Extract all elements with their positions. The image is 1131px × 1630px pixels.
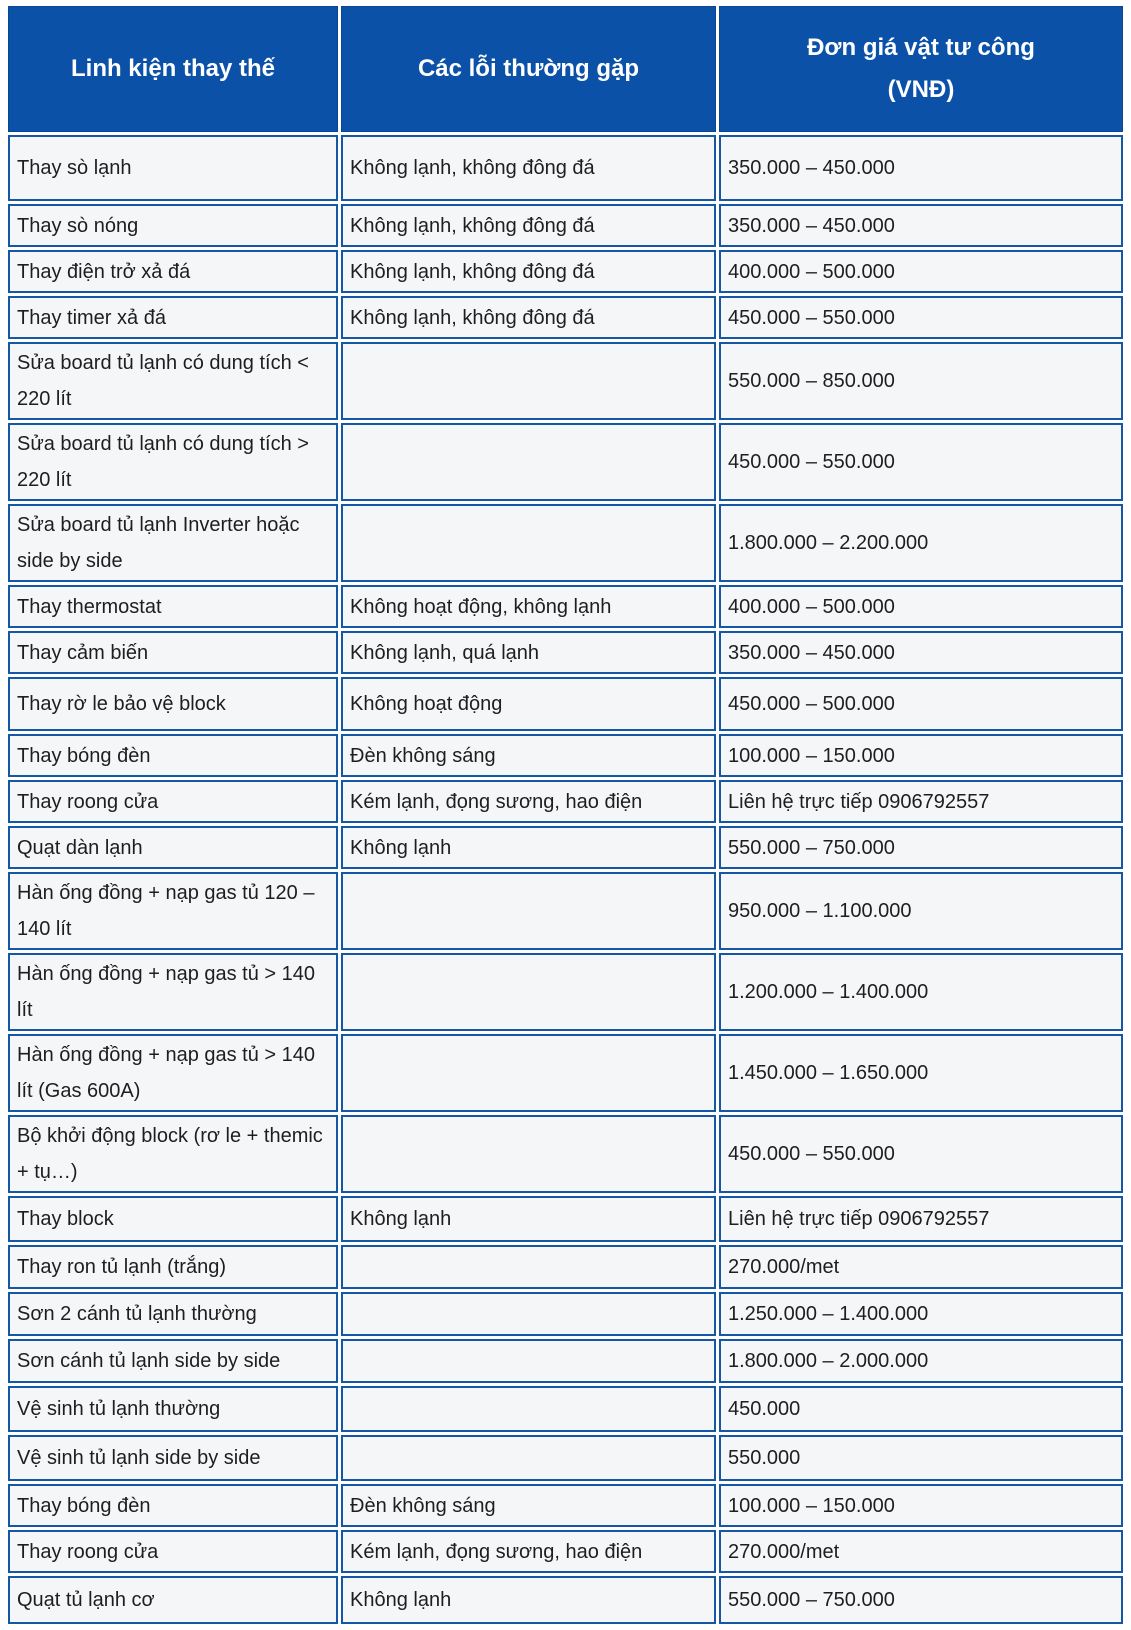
table-row bbox=[8, 953, 1123, 1031]
part-cell: Sơn 2 cánh tủ lạnh thường bbox=[8, 1292, 338, 1336]
issue-cell: Kém lạnh, đọng sương, hao điện bbox=[341, 1530, 716, 1573]
issue-cell: Không hoạt động, không lạnh bbox=[341, 585, 716, 628]
price-cell: 1.200.000 – 1.400.000 bbox=[719, 953, 1123, 1031]
part-cell: Sửa board tủ lạnh có dung tích < 220 lít bbox=[8, 342, 338, 420]
part-cell: Vệ sinh tủ lạnh thường bbox=[8, 1386, 338, 1432]
price-cell: 550.000 – 750.000 bbox=[719, 1576, 1123, 1624]
part-cell: Thay điện trở xả đá bbox=[8, 250, 338, 293]
price-cell: Liên hệ trực tiếp 0906792557 bbox=[719, 1196, 1123, 1242]
table-row bbox=[8, 1576, 1123, 1624]
price-cell: 350.000 – 450.000 bbox=[719, 135, 1123, 201]
price-cell: 550.000 – 850.000 bbox=[719, 342, 1123, 420]
price-cell: 350.000 – 450.000 bbox=[719, 204, 1123, 247]
part-cell: Thay bóng đèn bbox=[8, 734, 338, 777]
table-row bbox=[8, 250, 1123, 293]
issue-cell: Đèn không sáng bbox=[341, 1484, 716, 1527]
price-cell: 100.000 – 150.000 bbox=[719, 734, 1123, 777]
table-row bbox=[8, 1245, 1123, 1289]
part-cell: Quạt dàn lạnh bbox=[8, 826, 338, 869]
table-row bbox=[8, 204, 1123, 247]
table-row bbox=[8, 1292, 1123, 1336]
issue-cell bbox=[341, 1386, 716, 1432]
price-cell: 1.250.000 – 1.400.000 bbox=[719, 1292, 1123, 1336]
issue-cell: Không lạnh, không đông đá bbox=[341, 135, 716, 201]
table-row bbox=[8, 1339, 1123, 1383]
part-cell: Thay roong cửa bbox=[8, 780, 338, 823]
part-cell: Thay block bbox=[8, 1196, 338, 1242]
price-cell: 270.000/met bbox=[719, 1530, 1123, 1573]
price-cell: 450.000 – 500.000 bbox=[719, 677, 1123, 731]
part-cell: Thay roong cửa bbox=[8, 1530, 338, 1573]
issue-cell: Kém lạnh, đọng sương, hao điện bbox=[341, 780, 716, 823]
part-cell: Vệ sinh tủ lạnh side by side bbox=[8, 1435, 338, 1481]
issue-cell bbox=[341, 1245, 716, 1289]
price-cell: 100.000 – 150.000 bbox=[719, 1484, 1123, 1527]
column-header-parts-label: Linh kiện thay thế bbox=[70, 55, 276, 82]
price-cell: 1.800.000 – 2.200.000 bbox=[719, 504, 1123, 582]
part-cell: Thay thermostat bbox=[8, 585, 338, 628]
issue-cell bbox=[341, 504, 716, 582]
table-row bbox=[8, 734, 1123, 777]
issue-cell bbox=[341, 872, 716, 950]
price-cell: 1.450.000 – 1.650.000 bbox=[719, 1034, 1123, 1112]
issue-cell bbox=[341, 1339, 716, 1383]
table-row bbox=[8, 872, 1123, 950]
part-cell: Thay timer xả đá bbox=[8, 296, 338, 339]
table-row bbox=[8, 1196, 1123, 1242]
header-row bbox=[8, 6, 1123, 132]
part-cell: Thay ron tủ lạnh (trắng) bbox=[8, 1245, 338, 1289]
price-cell: 400.000 – 500.000 bbox=[719, 250, 1123, 293]
issue-cell: Không lạnh, quá lạnh bbox=[341, 631, 716, 674]
table-row bbox=[8, 631, 1123, 674]
issue-cell: Đèn không sáng bbox=[341, 734, 716, 777]
price-cell: 450.000 – 550.000 bbox=[719, 1115, 1123, 1193]
part-cell: Thay bóng đèn bbox=[8, 1484, 338, 1527]
part-cell: Thay sò nóng bbox=[8, 204, 338, 247]
price-cell: 550.000 bbox=[719, 1435, 1123, 1481]
part-cell: Thay cảm biến bbox=[8, 631, 338, 674]
issue-cell: Không lạnh, không đông đá bbox=[341, 250, 716, 293]
column-header-issues-label: Các lỗi thường gặp bbox=[417, 55, 640, 82]
issue-cell bbox=[341, 953, 716, 1031]
part-cell: Thay sò lạnh bbox=[8, 135, 338, 201]
issue-cell: Không lạnh bbox=[341, 1196, 716, 1242]
table-row bbox=[8, 504, 1123, 582]
issue-cell bbox=[341, 423, 716, 501]
table-row bbox=[8, 826, 1123, 869]
issue-cell bbox=[341, 1034, 716, 1112]
price-cell: 450.000 – 550.000 bbox=[719, 423, 1123, 501]
table-row bbox=[8, 1484, 1123, 1527]
price-cell: 550.000 – 750.000 bbox=[719, 826, 1123, 869]
issue-cell bbox=[341, 342, 716, 420]
price-cell: 950.000 – 1.100.000 bbox=[719, 872, 1123, 950]
price-cell: 400.000 – 500.000 bbox=[719, 585, 1123, 628]
column-header-price-label-line1: Đơn giá vật tư công bbox=[807, 34, 1035, 61]
table-row bbox=[8, 342, 1123, 420]
table-row bbox=[8, 1386, 1123, 1432]
table-row bbox=[8, 1034, 1123, 1112]
table-row bbox=[8, 423, 1123, 501]
table-row bbox=[8, 780, 1123, 823]
part-cell: Bộ khởi động block (rơ le + themic + tụ…) bbox=[8, 1115, 338, 1193]
part-cell: Hàn ống đồng + nạp gas tủ > 140 lít (Gas 600A) bbox=[8, 1034, 338, 1112]
table-row bbox=[8, 1115, 1123, 1193]
table-row bbox=[8, 135, 1123, 201]
price-cell: 350.000 – 450.000 bbox=[719, 631, 1123, 674]
price-cell: 450.000 bbox=[719, 1386, 1123, 1432]
price-cell: Liên hệ trực tiếp 0906792557 bbox=[719, 780, 1123, 823]
issue-cell bbox=[341, 1292, 716, 1336]
part-cell: Sơn cánh tủ lạnh side by side bbox=[8, 1339, 338, 1383]
table-row bbox=[8, 296, 1123, 339]
issue-cell: Không lạnh bbox=[341, 826, 716, 869]
issue-cell: Không hoạt động bbox=[341, 677, 716, 731]
column-header-parts bbox=[8, 6, 338, 132]
table-row bbox=[8, 585, 1123, 628]
table-row bbox=[8, 677, 1123, 731]
price-cell: 450.000 – 550.000 bbox=[719, 296, 1123, 339]
issue-cell: Không lạnh bbox=[341, 1576, 716, 1624]
column-header-issues bbox=[341, 6, 716, 132]
price-table-body bbox=[8, 135, 1123, 1624]
part-cell: Quạt tủ lạnh cơ bbox=[8, 1576, 338, 1624]
price-table-header bbox=[8, 6, 1123, 132]
issue-cell bbox=[341, 1115, 716, 1193]
price-table bbox=[5, 3, 1126, 1627]
part-cell: Sửa board tủ lạnh có dung tích > 220 lít bbox=[8, 423, 338, 501]
issue-cell bbox=[341, 1435, 716, 1481]
part-cell: Hàn ống đồng + nạp gas tủ > 140 lít bbox=[8, 953, 338, 1031]
part-cell: Thay rờ le bảo vệ block bbox=[8, 677, 338, 731]
price-cell: 270.000/met bbox=[719, 1245, 1123, 1289]
table-row bbox=[8, 1435, 1123, 1481]
table-row bbox=[8, 1530, 1123, 1573]
issue-cell: Không lạnh, không đông đá bbox=[341, 296, 716, 339]
column-header-price bbox=[719, 6, 1123, 132]
part-cell: Hàn ống đồng + nạp gas tủ 120 – 140 lít bbox=[8, 872, 338, 950]
part-cell: Sửa board tủ lạnh Inverter hoặc side by side bbox=[8, 504, 338, 582]
price-cell: 1.800.000 – 2.000.000 bbox=[719, 1339, 1123, 1383]
issue-cell: Không lạnh, không đông đá bbox=[341, 204, 716, 247]
column-header-price-label-line2: (VNĐ) bbox=[887, 76, 955, 103]
